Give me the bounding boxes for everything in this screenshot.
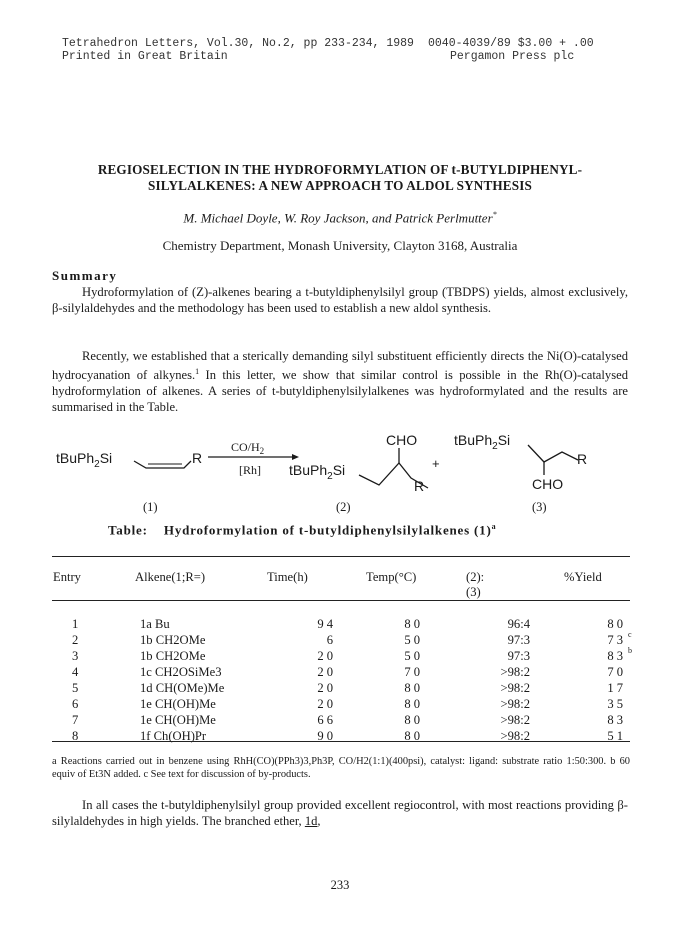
cell-temp: 80: [404, 617, 423, 631]
r-group-3: R: [577, 451, 588, 467]
reference-1: 1: [195, 367, 200, 376]
aldehyde-2: CHO: [386, 432, 418, 448]
cell-ratio: >98:2: [500, 729, 530, 743]
cell-entry: 4: [72, 665, 79, 679]
yield-footnote-mark: b: [628, 646, 632, 655]
cell-ratio: >98:2: [500, 681, 530, 695]
r-group-2: R: [414, 478, 425, 494]
table-row: [52, 681, 630, 696]
cell-alkene: 1f Ch(OH)Pr: [140, 729, 207, 743]
cell-temp: 70: [404, 665, 423, 679]
reaction-scheme: [56, 432, 636, 514]
cell-entry: 3: [72, 649, 79, 663]
summary-paragraph: [52, 284, 628, 316]
header-entry: Entry: [53, 570, 81, 584]
cell-time: 66: [317, 713, 336, 727]
header-ratio: (2):(3): [466, 570, 485, 599]
cell-temp: 80: [404, 681, 423, 695]
compound-ref-1d: 1d: [304, 814, 318, 828]
header-time: Time(h): [267, 570, 308, 584]
closing-text-a: In all cases the t-butyldiphenylsilyl group provided excellent regiocontrol, with most reactions providing: [82, 798, 618, 812]
summary-beta: β: [52, 301, 59, 315]
cell-yield: 51: [607, 729, 626, 743]
title-line-1: REGIOSELECTION IN THE HYDROFORMYLATION OF t-BUTYLDIPHENYL-: [97, 162, 583, 177]
header-yield: %Yield: [564, 570, 602, 584]
summary-text-b: -silylaldehydes and the methodology has been used to establish a new aldol synthesis.: [58, 301, 492, 315]
cell-yield: 83: [607, 649, 626, 663]
table-caption: [108, 522, 496, 538]
compound-label-3: (3): [532, 500, 547, 514]
cell-time: 94: [317, 617, 336, 631]
cell-entry: 5: [72, 681, 79, 695]
yield-footnote-mark: c: [628, 630, 632, 639]
silyl-group-1: tBuPh$_2$Si: [56, 450, 113, 470]
cell-alkene: 1b CH2OMe: [140, 649, 206, 663]
r-group-1: R: [192, 450, 203, 466]
cell-entry: 8: [72, 729, 79, 743]
corresponding-author-mark: *: [492, 210, 497, 219]
summary-heading: Summary: [52, 268, 118, 283]
cell-temp: 50: [404, 633, 423, 647]
cell-yield: 17: [607, 681, 626, 695]
cell-alkene: 1a Bu: [140, 617, 170, 631]
cell-alkene: 1c CH2OSiMe3: [140, 665, 222, 679]
silyl-group-2: tBuPh$_2$Si: [289, 462, 346, 482]
cell-temp: 50: [404, 649, 423, 663]
table-row: [52, 630, 632, 648]
header-alkene: Alkene(1;R=): [135, 570, 206, 584]
cell-time: 20: [317, 697, 336, 711]
cell-alkene: 1e CH(OH)Me: [140, 713, 216, 727]
publisher: Pergamon Press plc: [450, 50, 575, 63]
table-caption-text: Hydroformylation of t-butyldiphenylsilylalkenes (1): [163, 522, 492, 538]
table-caption-label: Table:: [108, 522, 148, 538]
silyl-group-3: tBuPh$_2$Si: [454, 432, 511, 452]
cell-ratio: >98:2: [500, 665, 530, 679]
cell-alkene: 1d CH(OMe)Me: [140, 681, 225, 695]
cell-alkene: 1b CH2OMe: [140, 633, 206, 647]
cell-time: 90: [317, 729, 336, 743]
summary-text-a: Hydroformylation of (Z)-alkenes bearing a t-butyldiphenylsilyl group (TBDPS) yields, almost exclusively,: [82, 285, 628, 299]
cell-yield: 80: [607, 617, 626, 631]
compound-label-2: (2): [336, 500, 351, 514]
table-footnote: a Reactions carried out in benzene using RhH(CO)(PPh3)3,Ph3P, CO/H2(1:1)(400psi), catalyst: ligand: substrate ratio 1:50:300. b 60 equiv of Et3N added. c See text for discussion of by-products.: [52, 756, 630, 780]
table-row: [52, 617, 630, 632]
printed-in: Printed in Great Britain: [62, 50, 228, 63]
cell-ratio: >98:2: [500, 697, 530, 711]
table-row: [52, 697, 630, 712]
cell-entry: 2: [72, 633, 79, 647]
cell-ratio: 97:3: [507, 633, 530, 647]
issn-price: 0040-4039/89 $3.00 + .00: [428, 37, 594, 50]
reagent: $CO/H_2$: [231, 440, 265, 456]
cell-temp: 80: [404, 729, 423, 743]
catalyst: [Rh]: [239, 463, 261, 477]
page-number: 233: [330, 878, 350, 892]
author-names: M. Michael Doyle, W. Roy Jackson, and Patrick Perlmutter: [183, 210, 493, 226]
closing-text-c: ,: [317, 814, 321, 828]
cell-temp: 80: [404, 713, 423, 727]
cell-entry: 1: [72, 617, 79, 631]
closing-paragraph: [52, 797, 628, 829]
cell-ratio: 96:4: [507, 617, 530, 631]
cell-yield: 83: [607, 713, 626, 727]
cell-time: 20: [317, 665, 336, 679]
cell-ratio: 97:3: [507, 649, 530, 663]
closing-beta: β: [617, 798, 624, 812]
header-temp: Temp(°C): [366, 570, 417, 584]
cell-time: 20: [317, 649, 336, 663]
aldehyde-3: CHO: [532, 476, 564, 492]
arrow-head: [292, 454, 299, 460]
cell-yield: 35: [607, 697, 626, 711]
journal-header-left: [62, 37, 414, 63]
table-row: [52, 646, 632, 664]
intro-paragraph: [52, 348, 628, 415]
journal-header-right: [428, 37, 594, 63]
compound-label-1: (1): [143, 500, 158, 514]
plus-sign: +: [432, 456, 440, 471]
cell-yield: 70: [607, 665, 626, 679]
table-row: [52, 665, 630, 680]
title-line-2: SILYLALKENES: A NEW APPROACH TO ALDOL SYNTHESIS: [148, 178, 532, 193]
chain-3: [528, 445, 578, 462]
cell-temp: 80: [404, 697, 423, 711]
cell-entry: 6: [72, 697, 79, 711]
intro-text-a: Recently, we established that a sterically demanding silyl substituent efficiently directs the Ni(O)-catalysed hydrocyanation of alkynes.: [52, 349, 628, 383]
table-rule-top: [52, 556, 630, 557]
paper-title: [60, 162, 620, 194]
table-rule-header: [52, 600, 630, 601]
cell-time: 20: [317, 681, 336, 695]
table-caption-mark: a: [491, 522, 497, 531]
authors: [60, 210, 620, 226]
affiliation: Chemistry Department, Monash University, Clayton 3168, Australia: [162, 238, 518, 253]
intro-text-b: In this letter, we show that similar control is possible in the Rh(O)-catalysed hydroformylation of alkenes. A series of t-butyldiphenylsilylalkenes was hydroformylated and the results are summarised in the Table.: [52, 368, 628, 415]
cell-yield: 73: [607, 633, 626, 647]
cell-time: 6: [326, 633, 336, 647]
journal-citation: Tetrahedron Letters, Vol.30, No.2, pp 233-234, 1989: [62, 37, 414, 50]
table-row: [52, 713, 630, 728]
cell-alkene: 1e CH(OH)Me: [140, 697, 216, 711]
closing-text-b: -silylaldehydes in high yields. The branched ether,: [52, 798, 628, 828]
cell-ratio: >98:2: [500, 713, 530, 727]
cell-entry: 7: [72, 713, 79, 727]
table-rule-bottom: [52, 741, 630, 742]
